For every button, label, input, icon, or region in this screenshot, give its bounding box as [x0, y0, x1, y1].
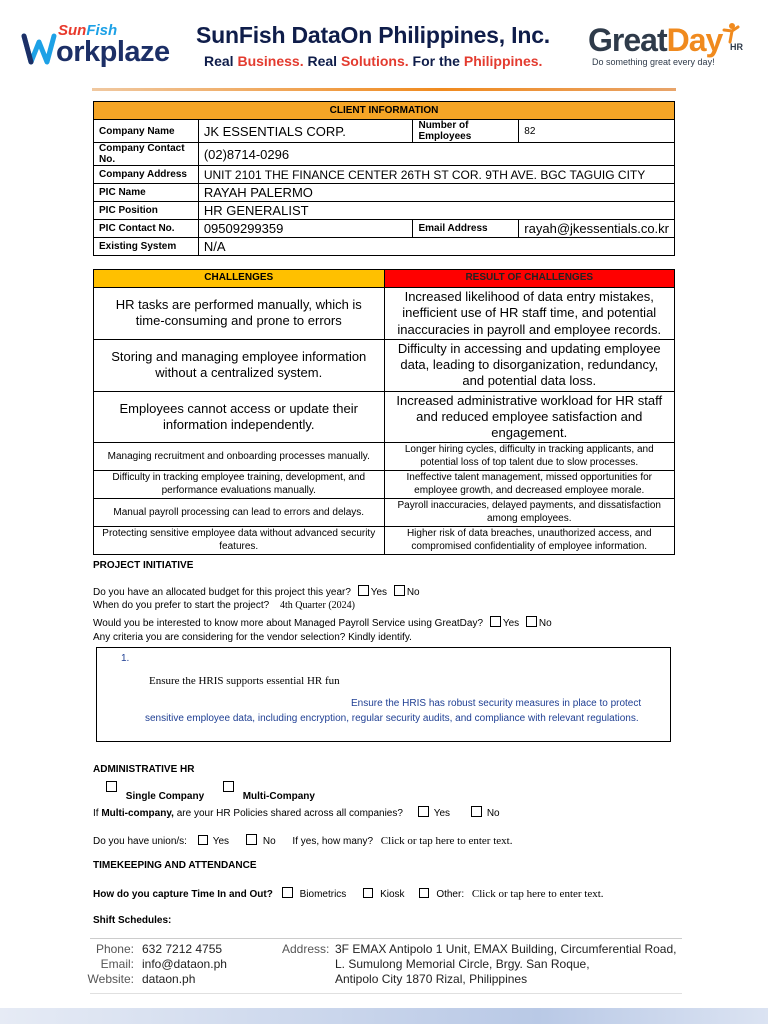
union-no-checkbox[interactable]: [246, 834, 257, 845]
challenge-cell: HR tasks are performed manually, which is time-consuming and prone to errors: [94, 288, 385, 340]
kiosk-label: Kiosk: [380, 889, 405, 900]
challenge-cell: Storing and managing employee information without a centralized system.: [94, 339, 385, 391]
policies-yes-label: Yes: [433, 808, 451, 819]
challenges-table: [93, 269, 675, 555]
union-yes-label: Yes: [212, 836, 230, 847]
managed-no-label: No: [538, 618, 552, 629]
criteria-answer-box[interactable]: [96, 647, 671, 742]
other-input[interactable]: Click or tap here to enter text.: [471, 888, 604, 900]
workplaze-w-icon: [20, 28, 58, 68]
table-row: [94, 391, 675, 443]
policies-question-bold: Multi-company,: [101, 808, 174, 819]
other-checkbox[interactable]: [419, 888, 429, 898]
project-initiative-title: PROJECT INITIATIVE: [93, 560, 194, 571]
capture-question-row: [93, 887, 604, 900]
budget-question: Do you have an allocated budget for this project this year?: [93, 587, 351, 598]
greatday-hr-logo: [588, 22, 748, 72]
criteria-question: Any criteria you are considering for the vendor selection? Kindly identify.: [93, 632, 412, 643]
result-cell: Increased likelihood of data entry mistakes, inefficient use of HR staff time, and potential inaccuracies in payroll and employee records.: [384, 288, 675, 340]
budget-no-label: No: [406, 587, 420, 598]
pic-position-label: PIC Position: [94, 202, 199, 220]
policies-yes-checkbox[interactable]: [418, 806, 429, 817]
challenge-cell: Manual payroll processing can lead to errors and delays.: [94, 499, 385, 527]
multi-company-checkbox[interactable]: [223, 781, 234, 792]
result-cell: Payroll inaccuracies, delayed payments, and dissatisfaction among employees.: [384, 499, 675, 527]
union-no-label: No: [262, 836, 276, 847]
client-info-header: CLIENT INFORMATION: [94, 102, 675, 120]
footer-email[interactable]: info@dataon.ph: [142, 957, 227, 971]
single-company-checkbox[interactable]: [106, 781, 117, 792]
page-bottom-band: [0, 1008, 768, 1024]
email-label: Email Address: [413, 220, 519, 238]
table-row: [94, 288, 675, 340]
pic-name-label: PIC Name: [94, 184, 199, 202]
table-row: [94, 499, 675, 527]
budget-yes-checkbox[interactable]: [358, 585, 369, 596]
employees-value[interactable]: 82: [519, 120, 675, 143]
footer-address-line-1: 3F EMAX Antipolo 1 Unit, EMAX Building, Circumferential Road,: [335, 942, 677, 956]
results-header: RESULT OF CHALLENGES: [384, 270, 675, 288]
pic-contact-label: PIC Contact No.: [94, 220, 199, 238]
budget-yes-label: Yes: [370, 587, 388, 598]
company-tagline: Real Business. Real Solutions. For the Philippines.: [204, 53, 543, 69]
company-name-label: Company Name: [94, 120, 199, 143]
policies-question-prefix: If: [93, 808, 102, 819]
biometrics-label: Biometrics: [299, 889, 347, 900]
footer-bottom-divider: [90, 993, 682, 994]
shift-schedules-label: Shift Schedules:: [93, 915, 172, 926]
result-cell: Longer hiring cycles, difficulty in tracking applicants, and potential loss of top talent due to slow processes.: [384, 443, 675, 471]
union-count-input[interactable]: Click or tap here to enter text.: [380, 835, 513, 847]
result-cell: Increased administrative workload for HR staff and reduced employee satisfaction and engagement.: [384, 391, 675, 443]
logo-sunfish-text: SunFish: [58, 22, 118, 39]
criteria-number: 1.: [121, 653, 130, 664]
budget-question-row: [93, 585, 420, 598]
pic-position-value[interactable]: HR GENERALIST: [198, 202, 674, 220]
union-question: Do you have union/s:: [93, 836, 187, 847]
managed-payroll-question: Would you be interested to know more about Managed Payroll Service using GreatDay?: [93, 618, 484, 629]
footer-website-label: Website:: [87, 972, 134, 986]
table-row: [94, 443, 675, 471]
timekeeping-title: TIMEKEEPING AND ATTENDANCE: [93, 860, 257, 871]
budget-no-checkbox[interactable]: [394, 585, 405, 596]
table-row: [94, 527, 675, 555]
greatday-hr-text: HR: [730, 42, 743, 52]
start-question: When do you prefer to start the project?: [93, 600, 270, 611]
company-contact-label: Company Contact No.: [94, 143, 199, 166]
greatday-person-icon: [720, 22, 740, 44]
header-divider: [92, 88, 676, 91]
greatday-slogan: Do something great every day!: [592, 57, 715, 67]
footer-divider: [90, 938, 682, 939]
other-label: Other:: [436, 889, 465, 900]
page-header: [0, 0, 768, 90]
pic-name-value[interactable]: RAYAH PALERMO: [198, 184, 674, 202]
footer-address-line-2: L. Sumulong Memorial Circle, Brgy. San Roque,: [335, 957, 590, 971]
union-question-row: [93, 834, 512, 847]
result-cell: Ineffective talent management, missed opportunities for employee growth, and decreased employee morale.: [384, 471, 675, 499]
union-count-question: If yes, how many?: [292, 836, 374, 847]
criteria-item-2: Ensure the HRIS has robust security measures in place to protect sensitive employee data, including encryption, regular security audits, and compliance with relevant regulations.: [145, 698, 642, 724]
company-contact-value[interactable]: (02)8714-0296: [198, 143, 674, 166]
company-address-label: Company Address: [94, 166, 199, 184]
footer-email-label: Email:: [100, 957, 134, 971]
footer-address: [282, 942, 685, 987]
managed-yes-label: Yes: [502, 618, 520, 629]
administrative-hr-title: ADMINISTRATIVE HR: [93, 764, 195, 775]
challenges-header: CHALLENGES: [94, 270, 385, 288]
employees-label: Number of Employees: [413, 120, 519, 143]
policies-question-suffix: are your HR Policies shared across all companies?: [173, 808, 403, 819]
start-value[interactable]: 4th Quarter (2024): [280, 600, 355, 611]
policies-no-checkbox[interactable]: [471, 806, 482, 817]
managed-no-checkbox[interactable]: [526, 616, 537, 627]
start-question-row: [93, 600, 355, 611]
footer-address-line-3: Antipolo City 1870 Rizal, Philippines: [335, 972, 528, 986]
footer-address-label: Address:: [282, 942, 330, 956]
challenge-cell: Employees cannot access or update their information independently.: [94, 391, 385, 443]
table-row: [94, 339, 675, 391]
company-address-value[interactable]: UNIT 2101 THE FINANCE CENTER 26TH ST COR. 9TH AVE. BGC TAGUIG CITY: [198, 166, 674, 184]
criteria-item-1: Ensure the HRIS supports essential HR fun: [149, 675, 340, 687]
capture-question: How do you capture Time In and Out?: [93, 889, 273, 900]
multi-company-label: Multi-Company: [242, 791, 315, 802]
client-information-table: [93, 101, 675, 256]
footer-phone-label: Phone:: [95, 942, 134, 956]
biometrics-checkbox[interactable]: [282, 887, 293, 898]
greatday-text: GreatDay: [588, 22, 723, 58]
company-type-row: [106, 781, 315, 802]
company-title: SunFish DataOn Philippines, Inc.: [196, 22, 550, 48]
policies-no-label: No: [486, 808, 500, 819]
kiosk-checkbox[interactable]: [363, 888, 373, 898]
footer-website[interactable]: dataon.ph: [142, 972, 196, 986]
single-company-label: Single Company: [125, 791, 205, 802]
managed-yes-checkbox[interactable]: [490, 616, 501, 627]
table-row: [94, 471, 675, 499]
company-name-value[interactable]: JK ESSENTIALS CORP.: [198, 120, 413, 143]
challenge-cell: Protecting sensitive employee data without advanced security features.: [94, 527, 385, 555]
footer-phone[interactable]: 632 7212 4755: [142, 942, 223, 956]
existing-system-label: Existing System: [94, 238, 199, 256]
policies-question-row: [93, 806, 500, 819]
result-cell: Difficulty in accessing and updating employee data, leading to disorganization, redundancy, and potential data loss.: [384, 339, 675, 391]
managed-payroll-question-row: [93, 616, 552, 629]
challenge-cell: Managing recruitment and onboarding processes manually.: [94, 443, 385, 471]
existing-system-value[interactable]: N/A: [198, 238, 674, 256]
sunfish-workplaze-logo: [20, 22, 180, 70]
result-cell: Higher risk of data breaches, unauthorized access, and compromised confidentiality of employee information.: [384, 527, 675, 555]
pic-contact-value[interactable]: 09509299359: [198, 220, 413, 238]
union-yes-checkbox[interactable]: [198, 835, 208, 845]
email-value[interactable]: rayah@jkessentials.co.kr: [519, 220, 675, 238]
challenge-cell: Difficulty in tracking employee training, development, and performance evaluations manually.: [94, 471, 385, 499]
logo-workplaze-text: orkplaze: [56, 36, 170, 68]
